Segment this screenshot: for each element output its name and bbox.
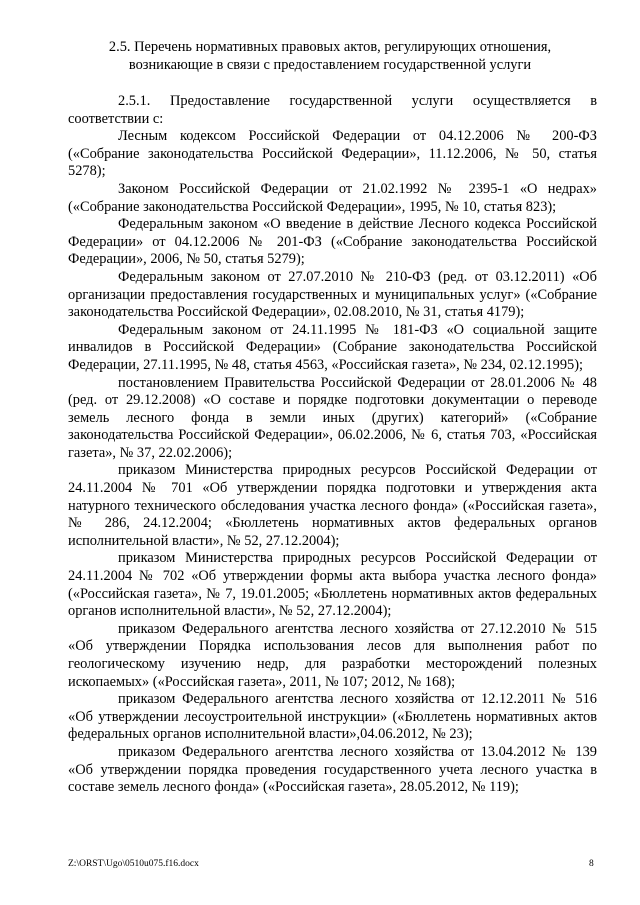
paragraph-subsoil-law: Законом Российской Федерации от 21.02.1992 № 2395-1 «О недрах» («Собрание законодательства Российской Федерации», 1995, № 10, статья 823);: [68, 180, 597, 215]
paragraph-intro: 2.5.1. Предоставление государственной услуги осуществляется в соответствии с:: [68, 93, 597, 127]
footer-file-path: Z:\ORST\Ugo\0510u075.f16.docx: [68, 859, 199, 869]
paragraph-government-decree-48: постановлением Правительства Российской Федерации от 28.01.2006 № 48 (ред. от 29.12.2008) «О составе и порядке подготовки документации о переводе земель лесного фонда в земли иных (других) категорий» («Собрание законодательства Российской Федерации», 06.02.2006, № 6, статья 703, «Российская газета», № 37, 22.02.2006);: [68, 374, 597, 461]
paragraph-order-139: приказом Федерального агентства лесного хозяйства от 13.04.2012 № 139 «Об утверждении порядка проведения государственного учета лесного участка в составе земель лесного фонда» («Российская газета», 28.05.2012, № 119);: [68, 743, 597, 796]
paragraph-order-515: приказом Федерального агентства лесного хозяйства от 27.12.2010 № 515 «Об утверждении Порядка использования лесов для выполнения работ по геологическому изучению недр, для разработки месторождений полезных ископаемых» («Российская газета», 2011, № 107; 2012, № 168);: [68, 620, 597, 690]
paragraph-order-516: приказом Федерального агентства лесного хозяйства от 12.12.2011 № 516 «Об утверждении лесоустроительной инструкции» («Бюллетень нормативных актов федеральных органов исполнительной власти»,04.06.2012, № 23);: [68, 691, 597, 743]
paragraph-order-702: приказом Министерства природных ресурсов Российской Федерации от 24.11.2004 № 702 «Об утверждении формы акта выбора участка лесного фонда» («Российская газета», № 7, 19.01.2005; «Бюллетень нормативных актов федеральных органов исполнительной власти», № 52, 27.12.2004);: [68, 550, 597, 620]
paragraph-law-210fz: Федеральным законом от 27.07.2010 № 210-ФЗ (ред. от 03.12.2011) «Об организации предоставления государственных и муниципальных услуг» («Собрание законодательства Российской Федерации», 02.08.2010, № 31, статья 4179);: [68, 268, 597, 321]
paragraph-law-181fz: Федеральным законом от 24.11.1995 № 181-ФЗ «О социальной защите инвалидов в Российской Федерации» (Собрание законодательства Российской Федерации, 27.11.1995, № 48, статья 4563, «Российская газета», № 234, 02.12.1995);: [68, 321, 597, 373]
paragraph-forest-code: Лесным кодексом Российской Федерации от 04.12.2006 № 200-ФЗ («Собрание законодательства Российской Федерации», 11.12.2006, № 50, статья 5278);: [68, 128, 597, 180]
paragraph-forest-code-enactment: Федеральным законом «О введение в действие Лесного кодекса Российской Федерации» от 04.12.2006 № 201-ФЗ («Собрание законодательства Российской Федерации», 2006, № 50, статья 5279);: [68, 216, 597, 268]
page-number: 8: [589, 859, 594, 869]
document-body: [68, 93, 597, 797]
section-heading: 2.5. Перечень нормативных правовых актов, регулирующих отношения, возникающие в связи с предоставлением государственной услуги: [108, 39, 552, 73]
paragraph-order-701: приказом Министерства природных ресурсов Российской Федерации от 24.11.2004 № 701 «Об утверждении порядка подготовки и утверждения акта натурного технического обследования участка лесного фонда» («Российская газета», № 286, 24.12.2004; «Бюллетень нормативных актов федеральных органов исполнительной власти», № 52, 27.12.2004);: [68, 462, 597, 549]
